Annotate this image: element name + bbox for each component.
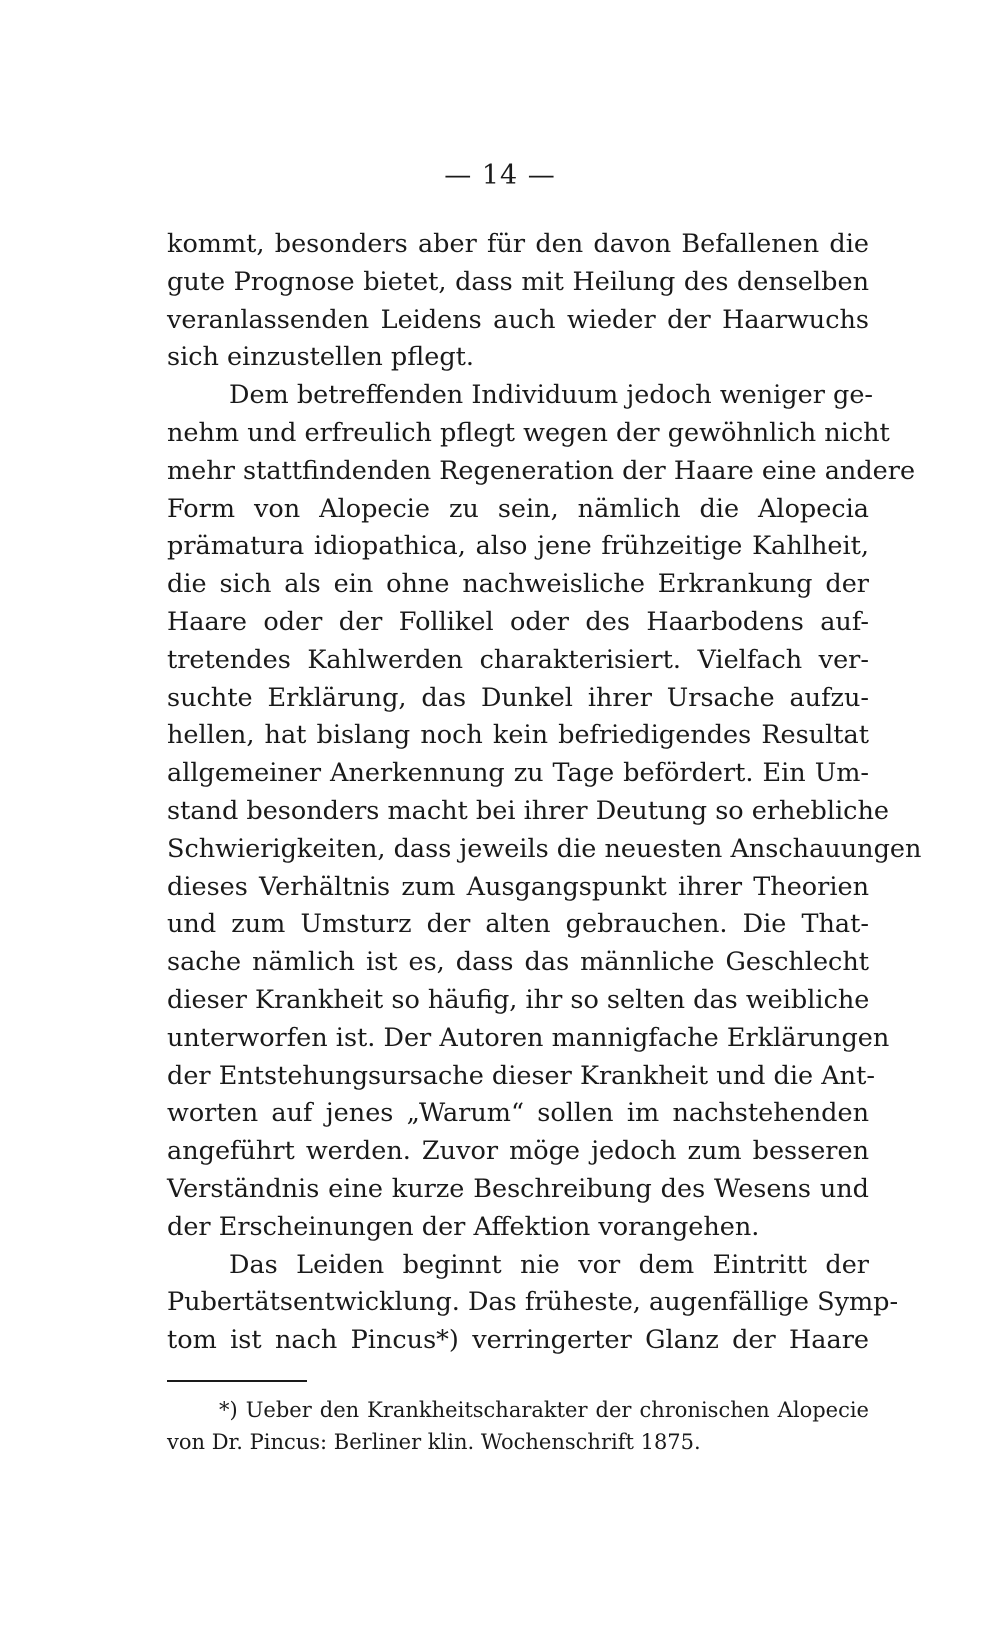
- page-number: — 14 —: [444, 160, 556, 191]
- paragraph: [167, 226, 869, 377]
- text-line: Pubertätsentwicklung. Das früheste, augenfällige Symp-: [167, 1287, 899, 1318]
- text-line: gute Prognose bietet, dass mit Heilung des denselben: [167, 266, 869, 297]
- footnote-line: *) Ueber den Krankheitscharakter der chronischen Alopecie: [219, 1398, 869, 1422]
- text-line: mehr stattfindenden Regeneration der Haare eine andere: [167, 455, 916, 486]
- text-line: Das Leiden beginnt nie vor dem Eintritt der: [229, 1249, 869, 1280]
- text-line: und zum Umsturz der alten gebrauchen. Die That-: [167, 909, 869, 940]
- text-line: stand besonders macht bei ihrer Deutung so erhebliche: [167, 795, 889, 826]
- text-line: Haare oder der Follikel oder des Haarbodens auf-: [167, 606, 869, 637]
- text-line: worten auf jenes „Warum“ sollen im nachstehenden: [167, 1098, 869, 1129]
- text-line: die sich als ein ohne nachweisliche Erkrankung der: [167, 569, 869, 600]
- text-line: dieses Verhältnis zum Ausgangspunkt ihrer Theorien: [167, 871, 869, 902]
- text-line: tom ist nach Pincus*) verringerter Glanz der Haare: [167, 1325, 869, 1356]
- footnote-separator: [167, 1380, 307, 1382]
- text-line: dieser Krankheit so häufig, ihr so selten das weibliche: [167, 984, 870, 1015]
- footnote: [167, 1394, 869, 1458]
- text-line: unterworfen ist. Der Autoren mannigfache Erklärungen: [167, 1022, 890, 1053]
- text-line: kommt, besonders aber für den davon Befallenen die: [167, 229, 869, 259]
- paragraph: [167, 1247, 899, 1360]
- text-line: hellen, hat bislang noch kein befriedigendes Resultat: [167, 720, 869, 751]
- text-line: Schwierigkeiten, dass jeweils die neuesten Anschauungen: [167, 833, 922, 864]
- footnote-line: von Dr. Pincus: Berliner klin. Wochenschrift 1875.: [167, 1430, 701, 1454]
- text-line: suchte Erklärung, das Dunkel ihrer Ursache aufzu-: [167, 682, 869, 713]
- text-line: angeführt werden. Zuvor möge jedoch zum besseren: [167, 1136, 869, 1167]
- text-line: Verständnis eine kurze Beschreibung des Wesens und: [167, 1173, 869, 1204]
- text-line: veranlassenden Leidens auch wieder der Haarwuchs: [167, 304, 869, 335]
- text-line: der Entstehungsursache dieser Krankheit und die Ant-: [167, 1060, 875, 1091]
- text-line: sache nämlich ist es, dass das männliche Geschlecht: [167, 947, 869, 978]
- text-line: prämatura idiopathica, also jene frühzeitige Kahlheit,: [167, 531, 869, 562]
- paragraph: [167, 377, 922, 1246]
- text-line: der Erscheinungen der Affektion vorangehen.: [167, 1211, 760, 1242]
- text-line: tretendes Kahlwerden charakterisiert. Vielfach ver-: [167, 644, 869, 675]
- text-line: nehm und erfreulich pflegt wegen der gewöhnlich nicht: [167, 417, 890, 448]
- text-line: sich einzustellen pflegt.: [167, 342, 475, 373]
- body-text: [167, 226, 922, 1360]
- text-line: allgemeiner Anerkennung zu Tage befördert. Ein Um-: [167, 758, 869, 789]
- text-line: Dem betreffenden Individuum jedoch weniger ge-: [229, 380, 874, 411]
- text-line: Form von Alopecie zu sein, nämlich die Alopecia: [167, 493, 869, 524]
